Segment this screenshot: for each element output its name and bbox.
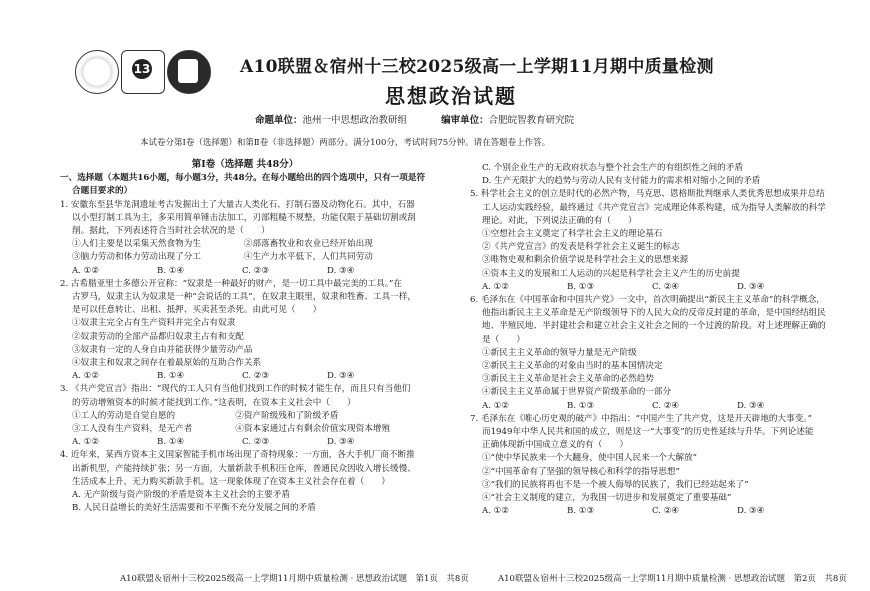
option[interactable]: B. ①④ (157, 265, 185, 276)
question-4-line: 4. 近年来，某西方资本主义国家智能手机市场出现了奇特现象：一方面，各大手机厂商不断推 (60, 450, 415, 461)
question-6-line: 6. 毛泽东在《中国革命和中国共产党》一文中，首次明确提出“新民主主义革命”的科学概念， (470, 295, 825, 306)
question-7-line: ③“我们的民族将再也不是一个被人侮辱的民族了，我们已经站起来了” (482, 479, 749, 490)
question-1-line: 1. 安徽东至县华龙洞遗址考古发掘出土了大量古人类化石、打制石器及动物化石。其中，石器 (60, 199, 415, 210)
exam-title: A10联盟＆宿州十三校2025级高一上学期11月期中质量检测 (240, 57, 714, 77)
question-1-line: ①人们主要是以采集天然食物为生 ②部落畜牧业和农业已经开始出现 (72, 239, 373, 250)
question-6-line: 他指出新民主主义革命是无产阶级领导下的人民大众的反帝反封建的革命，是中国经结组民 (482, 308, 826, 319)
option[interactable]: D. ③④ (327, 437, 355, 448)
subject-title: 思想政治试题 (385, 84, 517, 108)
question-2-line: 古罗马，奴隶主认为奴隶是一种“会说话的工具”，在奴隶主眼里，奴隶和牲畜、工具一样， (72, 292, 416, 303)
question-4-line: 生活成本上升，无力购买新款手机。这一现象体现了在资本主义社会存在着（ ） (72, 476, 390, 487)
option[interactable]: D. ③④ (327, 371, 355, 382)
question-1-line: 以小型打制工具为主，多采用简单锤击法加工，刃部粗糙不规整，功能仅限于基础切割或刮 (72, 212, 416, 223)
option[interactable]: B. ①④ (157, 437, 185, 448)
question-7-line: 7. 毛泽东在《唯心历史观的破产》中指出：“中国产生了共产党，这是开天辟地的大事变。” (470, 413, 812, 424)
question-5-line: 5. 科学社会主义的创立是时代的必然产物，马克思、恩格斯批判继承人类优秀思想成果并总结 (470, 189, 825, 200)
question-6-line: ①新民主主义革命的领导力量是无产阶级 (482, 347, 637, 358)
question-6-line: 是（ ） (482, 334, 525, 345)
option[interactable]: A. ①② (72, 265, 100, 276)
question-2-options (60, 370, 430, 383)
question-5-line: ②《共产党宣言》的发表是科学社会主义诞生的标志 (482, 242, 680, 253)
question-1-options (60, 265, 430, 278)
section-heading: 第Ⅰ卷（选择题 共48分） (191, 159, 299, 170)
option[interactable]: A. ①② (482, 506, 510, 517)
option[interactable]: A. ①② (72, 371, 100, 382)
question-5-line: ③唯物史观和剩余价值学说是科学社会主义的思想来源 (482, 255, 689, 266)
question-4-line: C. 个别企业生产的无政府状态与整个社会生产的有组织性之间的矛盾 (482, 163, 743, 173)
question-2-line: ①奴隶主完全占有生产资料并完全占有奴隶 (72, 318, 236, 329)
question-3-line: ③工人没有生产资料，是无产者 ④资本家通过占有剩余价值实现资本增殖 (72, 424, 390, 435)
right-column (470, 162, 840, 518)
question-6-options (470, 400, 840, 413)
question-3-line: 的劳动增殖资本的时候才能找到工作。”这表明，在资本主义社会中（ ） (72, 397, 356, 408)
question-6-line: ③新民主主义革命是社会主义革命的必然趋势 (482, 374, 654, 385)
instruction: 合题目要求的） (72, 186, 133, 197)
question-7-line: ①“使中华民族来一个大翻身，使中国人民来一个大解放” (482, 453, 698, 464)
option[interactable]: C. ②④ (652, 281, 680, 292)
question-4-line: 出新机型，产能持续扩张；另一方面，大量新款手机积压仓库，普通民众因收入增长缓慢、 (72, 463, 416, 474)
question-6-line: ④新民主主义革命属于世界资产阶级革命的一部分 (482, 387, 672, 398)
units-line: 命题单位：池州一中思想政治教研组 编审单位：合肥皖智教育研究院 (255, 115, 575, 126)
question-5-line: ①空想社会主义奠定了科学社会主义的理论基石 (482, 229, 663, 240)
option[interactable]: A. ①② (482, 400, 510, 411)
question-1-line: 削。据此，下列表述符合当时社会状况的是（ ） (72, 226, 270, 237)
footer-right: A10联盟＆宿州十三校2025级高一上学期11月期中质量检测 · 思想政治试题 第2页 共8页 (498, 574, 847, 584)
option[interactable]: C. ②④ (652, 400, 680, 411)
question-5-line: ④资本主义的发展和工人运动的兴起是科学社会主义产生的历史前提 (482, 268, 740, 279)
question-3-options (60, 436, 430, 449)
header-logos (75, 50, 215, 110)
question-7-line: 而1949年中华人民共和国的成立，则是这一“大事变”的历史性延续与升华。下列论述能 (482, 427, 814, 438)
question-6-line: ②新民主主义革命的对象由当时的基本国情决定 (482, 361, 663, 372)
option[interactable]: D. ③④ (737, 506, 765, 517)
option[interactable]: B. ①③ (567, 506, 595, 517)
question-3-line: 3. 《共产党宣言》指出：“现代的工人只有当他们找到工作的时候才能生存，而且只有当他们 (60, 384, 411, 395)
question-3-line: ①工人的劳动是自觉自愿的 ②资产阶级残和了阶级矛盾 (72, 410, 339, 421)
question-5-options (470, 281, 840, 294)
question-6-line: 地、半殖民地、半封建社会和建立社会主义社会之间的一个过渡的阶段。对上述理解正确的 (482, 321, 826, 332)
option[interactable]: D. ③④ (327, 265, 355, 276)
footer-left: A10联盟＆宿州十三校2025级高一上学期11月期中质量检测 · 思想政治试题 第1页 共8页 (120, 574, 469, 584)
option[interactable]: C. ②③ (242, 371, 270, 382)
option[interactable]: D. ③④ (737, 281, 765, 292)
option[interactable]: B. ①③ (567, 400, 595, 411)
question-7-line: 正确体现新中国成立意义的有（ ） (482, 440, 629, 451)
number-13-logo: 13 (121, 50, 165, 94)
option[interactable]: C. ②③ (242, 265, 270, 276)
question-7-line: ②“中国革命有了坚强的领导核心和科学的指导思想” (482, 466, 680, 477)
question-5-line: 理论。对此，下列说法正确的有（ ） (482, 215, 637, 226)
question-4-line: D. 生产无限扩大的趋势与劳动人民有支付能力的需求相对缩小之间的矛盾 (482, 176, 761, 187)
exam-note: 本试卷分第Ⅰ卷（选择题）和第Ⅱ卷（非选择题）两部分。满分100分，考试时间75分钟。请在答题卷上作答。 (140, 138, 551, 148)
question-2-line: ②奴隶劳动的全部产品都归奴隶主占有和支配 (72, 331, 244, 342)
left-column (60, 158, 430, 515)
option[interactable]: B. ①④ (157, 371, 185, 382)
question-2-line: ③奴隶有一定的人身自由并能获得少量劳动产品 (72, 344, 253, 355)
question-2-line: ④奴隶主和奴隶之间存在着最原始的互助合作关系 (72, 358, 262, 369)
question-4-line: A. 无产阶级与资产阶级的矛盾是资本主义社会的主要矛盾 (72, 490, 290, 501)
question-5-line: 工人运动实践经验，最终通过《共产党宣言》完成理论体系构建，成为指导人类解放的科学 (482, 202, 826, 213)
option[interactable]: B. ①③ (567, 281, 595, 292)
question-4-line: B. 人民日益增长的美好生活需要和不平衡不充分发展之间的矛盾 (72, 503, 316, 514)
question-2-line: 2. 古希腊亚里士多德公开宣称：“奴隶是一种最好的财产，是一切工具中最完美的工具。”在 (60, 278, 402, 289)
option[interactable]: D. ③④ (737, 400, 765, 411)
alliance-logo (167, 50, 211, 94)
option[interactable]: C. ②③ (242, 437, 270, 448)
school-seal-logo (75, 50, 119, 94)
question-7-line: ④“社会主义制度的建立，为我国一切进步和发展奠定了重要基础” (482, 493, 732, 504)
option[interactable]: A. ①② (72, 437, 100, 448)
question-1-line: ③脑力劳动和体力劳动出现了分工 ④生产力水平低下，人们共同劳动 (72, 252, 373, 263)
option[interactable]: C. ②④ (652, 506, 680, 517)
instruction: 一、选择题（本题共16小题，每小题3分，共48分。在每小题给出的四个选项中，只有一项是符 (60, 173, 426, 184)
question-2-line: 是可以任意转让、出租、抵押、买卖甚至杀死。由此可见（ ） (72, 305, 322, 316)
question-7-options (470, 505, 840, 518)
option[interactable]: A. ①② (482, 281, 510, 292)
